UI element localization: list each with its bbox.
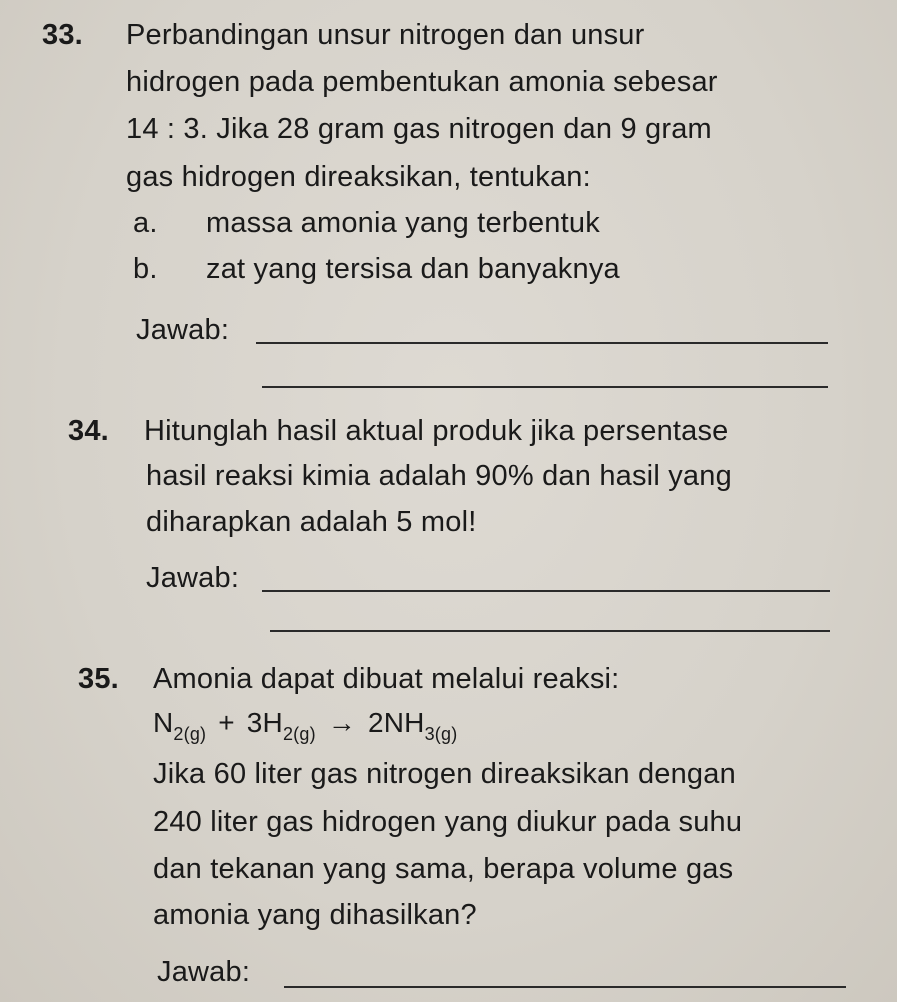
list-item-marker: a. (133, 207, 158, 239)
list-item-marker: b. (133, 253, 158, 285)
product-ammonia-subscript: 3(g) (424, 724, 458, 744)
answer-line[interactable] (262, 386, 828, 388)
question-text-line: amonia yang dihasilkan? (153, 899, 477, 931)
answer-line[interactable] (270, 630, 830, 632)
question-number: 35. (78, 663, 119, 695)
question-text-line: 14 : 3. Jika 28 gram gas nitrogen dan 9 gram (126, 113, 712, 145)
question-text-line: dan tekanan yang sama, berapa volume gas (153, 853, 734, 885)
product-ammonia: 2NH (367, 707, 425, 738)
question-text-line: Hitunglah hasil aktual produk jika persentase (144, 415, 729, 447)
question-text-line: hasil reaksi kimia adalah 90% dan hasil yang (146, 460, 732, 492)
reactant-hydrogen-subscript: 2(g) (282, 724, 316, 744)
plus-sign: + (218, 707, 235, 738)
list-item-text: zat yang tersisa dan banyaknya (206, 253, 620, 285)
answer-line[interactable] (284, 986, 846, 988)
answer-line[interactable] (262, 590, 830, 592)
answer-label: Jawab: (157, 956, 251, 988)
answer-line[interactable] (256, 342, 828, 344)
reaction-equation (153, 706, 458, 744)
answer-label: Jawab: (136, 314, 230, 346)
answer-label: Jawab: (146, 562, 240, 594)
reactant-hydrogen: 3H (246, 707, 283, 738)
reaction-arrow: → (327, 707, 356, 738)
question-number: 33. (42, 19, 83, 51)
question-text-line: hidrogen pada pembentukan amonia sebesar (126, 66, 718, 98)
question-text-line: diharapkan adalah 5 mol! (146, 506, 477, 538)
reactant-nitrogen: N (153, 707, 174, 738)
question-text-line: Amonia dapat dibuat melalui reaksi: (153, 663, 620, 695)
question-text-line: Jika 60 liter gas nitrogen direaksikan dengan (153, 758, 736, 790)
question-text-line: 240 liter gas hidrogen yang diukur pada suhu (153, 806, 743, 838)
question-text-line: gas hidrogen direaksikan, tentukan: (126, 161, 591, 193)
list-item-text: massa amonia yang terbentuk (206, 207, 600, 239)
question-text-line: Perbandingan unsur nitrogen dan unsur (126, 19, 645, 51)
reactant-nitrogen-subscript: 2(g) (173, 724, 207, 744)
question-number: 34. (68, 415, 109, 447)
